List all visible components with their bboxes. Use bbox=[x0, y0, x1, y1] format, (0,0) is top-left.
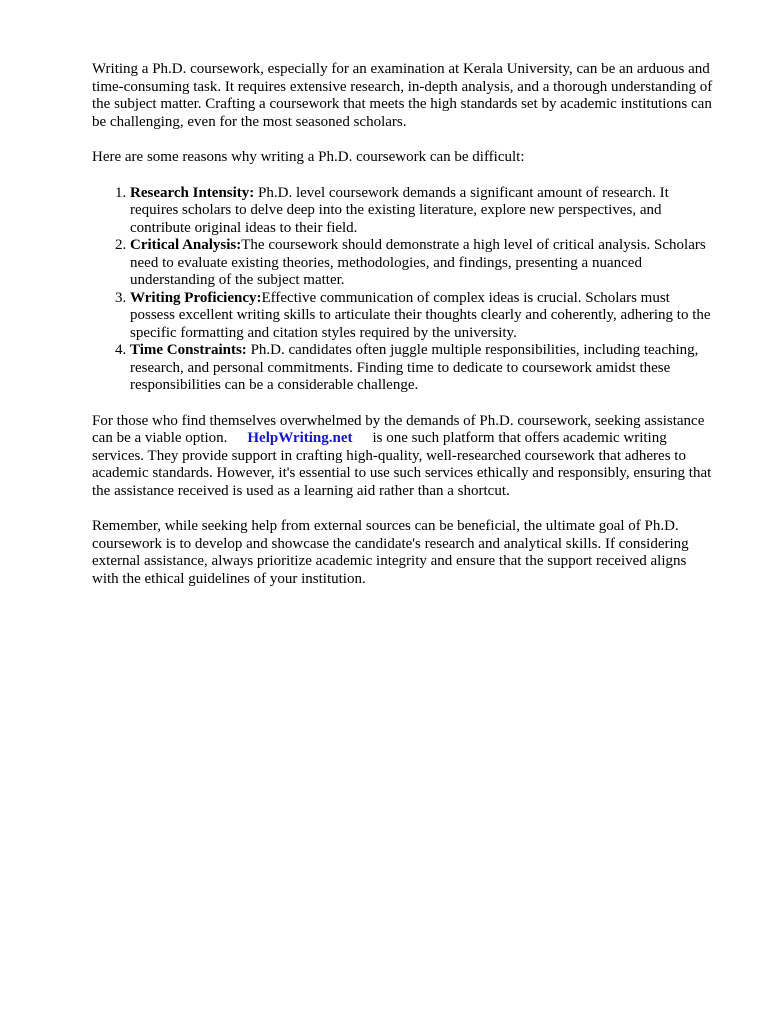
list-item bbox=[130, 237, 716, 290]
reason-term: Research Intensity: bbox=[130, 184, 255, 201]
reason-term: Writing Proficiency: bbox=[130, 289, 262, 306]
intro-paragraph: Writing a Ph.D. coursework, especially for an examination at Kerala University, can be an arduous and time-consuming task. It requires extensive research, in-depth analysis, and a thorough understanding of the subject matter. Crafting a coursework that meets the high standards set by academic institutions can be challenging, even for the most seasoned scholars. bbox=[92, 61, 713, 130]
reason-term: Critical Analysis: bbox=[130, 237, 242, 253]
reason-text: The coursework should demonstrate a high level of critical analysis. Scholars need to evaluate existing theories, methodologies, and findings, presenting a nuanced understanding of the subject matter. bbox=[130, 237, 706, 288]
reason-text: Ph.D. candidates often juggle multiple responsibilities, including teaching, research, and personal commitments. Finding time to dedicate to coursework amidst these responsibilities can be a considerable challenge. bbox=[130, 342, 699, 393]
reason-text: Effective communication of complex ideas is crucial. Scholars must possess excellent writing skills to articulate their thoughts clearly and coherently, adhering to the specific formatting and citation styles required by the university. bbox=[130, 289, 711, 341]
reasons-intro: Here are some reasons why writing a Ph.D. coursework can be difficult: bbox=[92, 149, 525, 165]
services-paragraph bbox=[92, 413, 716, 501]
reason-text: Ph.D. level coursework demands a significant amount of research. It requires scholars to delve deep into the existing literature, explore new perspectives, and contribute original ideas to their field. bbox=[130, 184, 669, 236]
closing-paragraph: Remember, while seeking help from external sources can be beneficial, the ultimate goal of Ph.D. coursework is to develop and showcase the candidate's research and analytical skills. If considering external assistance, always prioritize academic integrity and ensure that the support received aligns with the ethical guidelines of your institution. bbox=[92, 518, 689, 587]
list-item bbox=[130, 342, 716, 395]
list-item bbox=[130, 290, 716, 343]
services-text-before: For those who find themselves overwhelmed by the demands of Ph.D. coursework, seeking assistance can be a viable option. bbox=[92, 412, 705, 446]
reasons-list bbox=[92, 185, 716, 395]
helpwriting-link[interactable]: HelpWriting.net bbox=[247, 430, 353, 446]
list-item bbox=[130, 185, 716, 238]
services-text-after: is one such platform that offers academic writing services. They provide support in crafting high-quality, well-researched coursework that adheres to academic standards. However, it's essential to use such services ethically and responsibly, ensuring that the assistance received is used as a learning aid rather than a shortcut. bbox=[92, 430, 712, 499]
reason-term: Time Constraints: bbox=[130, 342, 247, 358]
